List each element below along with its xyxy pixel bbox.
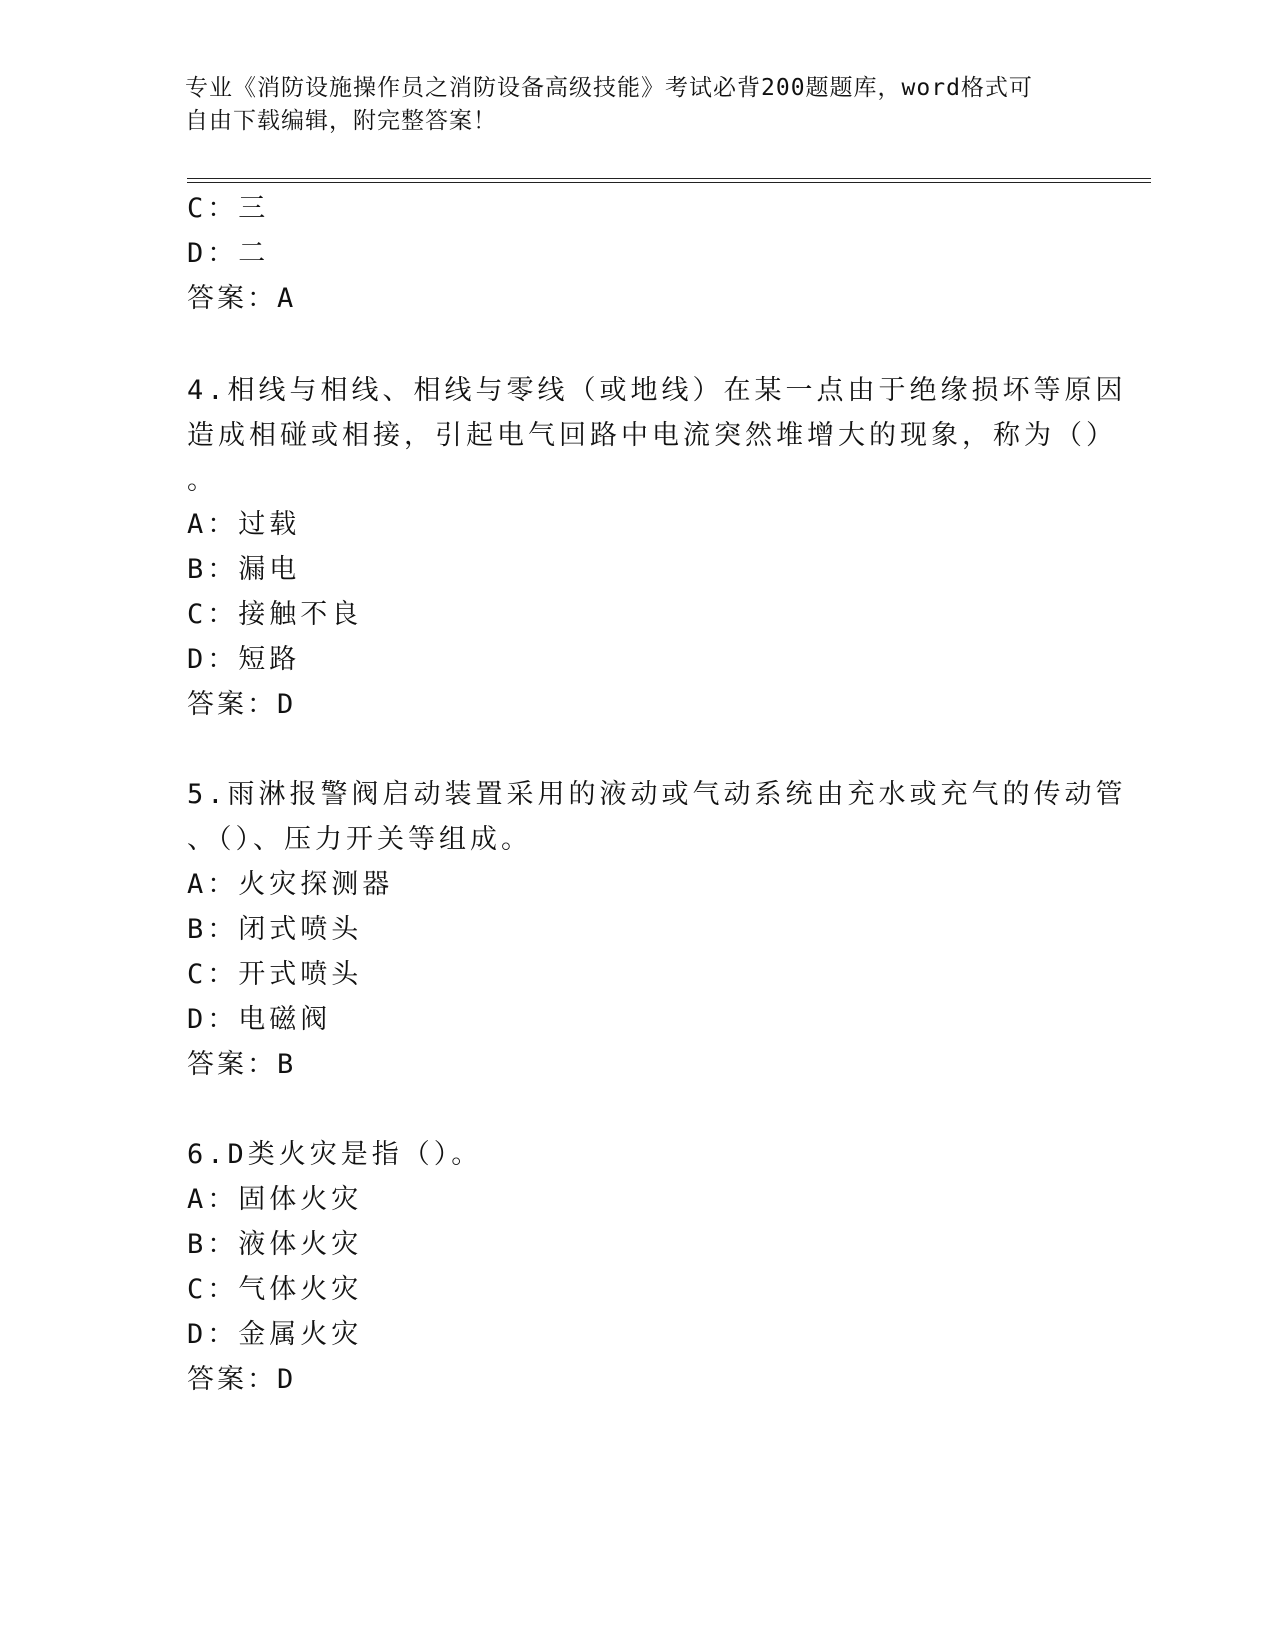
header-line-2: 自由下载编辑，附完整答案！ (185, 108, 497, 134)
answer: 答案：B (187, 1049, 297, 1080)
option-a: A：火灾探测器 (187, 869, 394, 900)
header-divider-bottom (187, 182, 1151, 183)
question-4-text: 。 (187, 465, 218, 496)
option-c: C：开式喷头 (187, 959, 363, 990)
question-5-text: 5.雨淋报警阀启动装置采用的液动或气动系统由充水或充气的传动管 (187, 779, 1127, 810)
option-b: B：液体火灾 (187, 1229, 363, 1260)
option-d: D：金属火灾 (187, 1319, 363, 1350)
question-4-text: 造成相碰或相接，引起电气回路中电流突然堆增大的现象，称为（） (187, 420, 1117, 451)
option-b: B：闭式喷头 (187, 914, 363, 945)
answer: 答案：A (187, 283, 297, 314)
option-d: D：电磁阀 (187, 1004, 332, 1035)
option-c: C：三 (187, 193, 270, 224)
header-divider-top (187, 178, 1151, 179)
header-line-1: 专业《消防设施操作员之消防设备高级技能》考试必背200题题库，word格式可 (185, 75, 1033, 101)
option-a: A：过载 (187, 509, 301, 540)
option-c: C：气体火灾 (187, 1274, 363, 1305)
option-d: D：短路 (187, 644, 301, 675)
option-b: B：漏电 (187, 554, 301, 585)
question-4-text: 4.相线与相线、相线与零线（或地线）在某一点由于绝缘损坏等原因 (187, 375, 1127, 406)
option-a: A：固体火灾 (187, 1184, 363, 1215)
answer: 答案：D (187, 689, 297, 720)
option-d: D：二 (187, 238, 270, 269)
answer: 答案：D (187, 1364, 297, 1395)
option-c: C：接触不良 (187, 599, 363, 630)
document-header (185, 72, 1065, 138)
question-6-text: 6.D类火灾是指（）。 (187, 1139, 483, 1170)
question-5-text: 、（）、压力开关等组成。 (187, 824, 532, 855)
